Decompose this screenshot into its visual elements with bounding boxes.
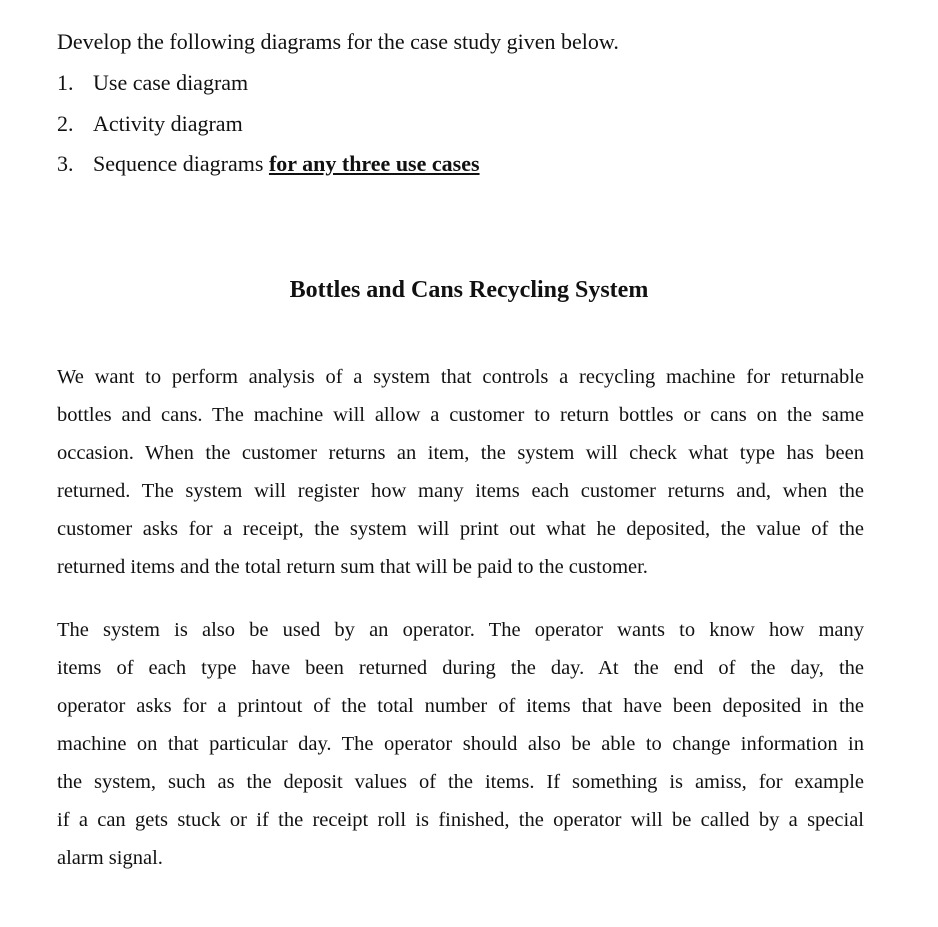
list-number: 1. [57, 70, 74, 95]
list-item [57, 70, 248, 96]
text-line: items of each type have been returned during the day. At the end of the day, the [57, 657, 864, 679]
text-line: We want to perform analysis of a system that controls a recycling machine for returnable [57, 366, 864, 388]
list-number: 2. [57, 111, 74, 136]
instructions-intro: Develop the following diagrams for the case study given below. [57, 29, 619, 54]
text-line: if a can gets stuck or if the receipt roll is finished, the operator will be called by a special [57, 809, 864, 831]
case-study-title: Bottles and Cans Recycling System [289, 277, 649, 303]
text-line: bottles and cans. The machine will allow a customer to return bottles or cans on the same [57, 404, 864, 426]
text-line: operator asks for a printout of the total number of items that have been deposited in the [57, 695, 864, 717]
emphasized-text: for any three use cases [268, 151, 480, 176]
text-line: the system, such as the deposit values of the items. If something is amiss, for example [57, 771, 864, 793]
list-text: Use case diagram [93, 70, 249, 95]
list-item [57, 111, 243, 137]
text-line: machine on that particular day. The operator should also be able to change information in [57, 733, 864, 755]
list-item [57, 151, 480, 177]
text-line: occasion. When the customer returns an item, the system will check what type has been [57, 442, 864, 464]
text-line: returned items and the total return sum that will be paid to the customer. [57, 556, 648, 578]
list-number: 3. [57, 151, 74, 176]
text-line: returned. The system will register how many items each customer returns and, when the [57, 480, 864, 502]
text-line: alarm signal. [57, 847, 163, 869]
list-text: Sequence diagrams [93, 151, 269, 176]
text-line: customer asks for a receipt, the system will print out what he deposited, the value of the [57, 518, 864, 540]
text-line: The system is also be used by an operator. The operator wants to know how many [57, 619, 864, 641]
list-text: Activity diagram [93, 111, 243, 136]
